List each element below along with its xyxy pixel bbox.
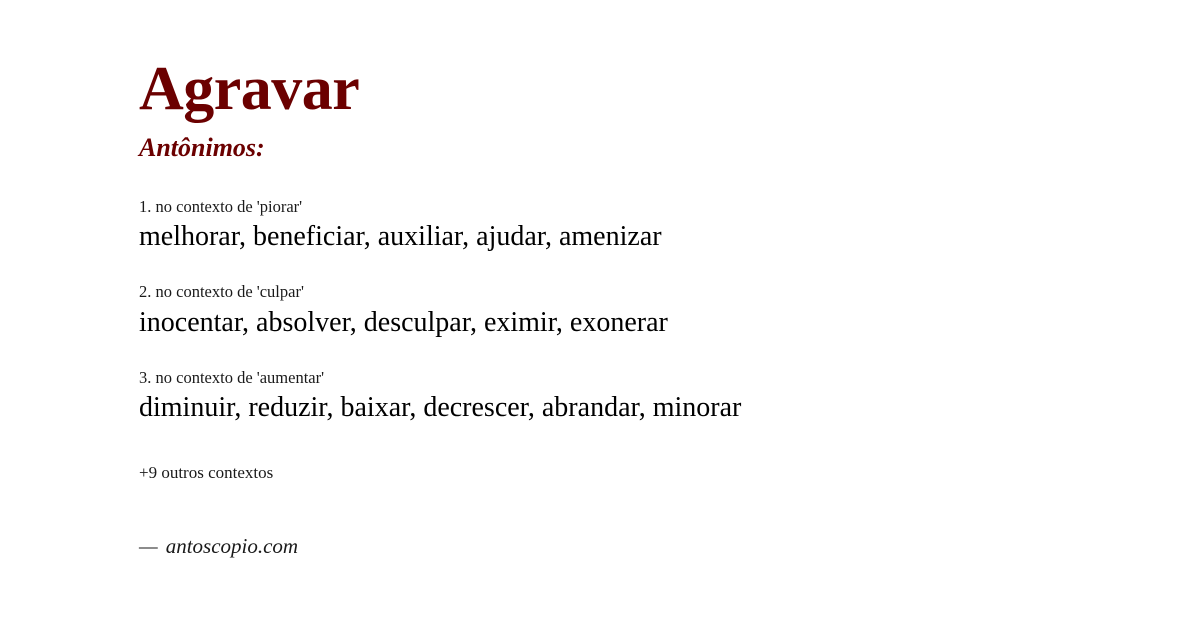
list-item	[139, 196, 1119, 255]
sense-antonyms: diminuir, reduzir, baixar, decrescer, abrandar, minorar	[139, 391, 742, 423]
source-attribution	[139, 534, 298, 559]
sense-context-label: 2. no contexto de 'culpar'	[139, 282, 304, 302]
page-title: Agravar	[139, 55, 360, 123]
em-dash: —	[139, 534, 158, 558]
sense-context-label: 1. no contexto de 'piorar'	[139, 197, 303, 216]
list-item	[139, 281, 1119, 340]
more-contexts-label: +9 outros contextos	[139, 463, 274, 482]
sense-context-label: 3. no contexto de 'aumentar'	[139, 367, 325, 387]
list-item	[139, 367, 1119, 426]
sense-antonyms: melhorar, beneficiar, auxiliar, ajudar, amenizar	[139, 221, 662, 253]
sense-antonyms: inocentar, absolver, desculpar, eximir, exonerar	[139, 306, 668, 338]
sense-list	[139, 196, 1119, 452]
source-site-name: antoscopio.com	[165, 534, 299, 558]
section-label-antonyms: Antônimos:	[139, 133, 265, 162]
